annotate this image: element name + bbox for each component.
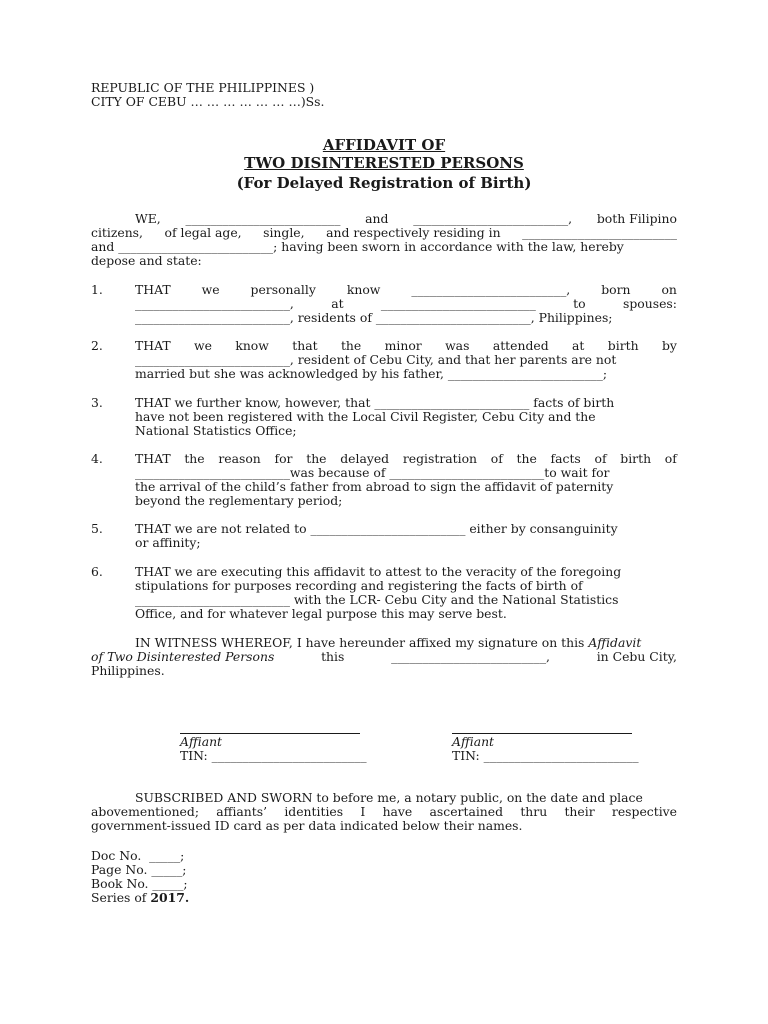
jurat-line-3: government-issued ID card as per data indicated below their names. — [91, 818, 523, 833]
title-two-disinterested-persons: TWO DISINTERESTED PERSONS — [244, 154, 524, 172]
item-number: 6. — [91, 564, 103, 579]
jurat-line-1: SUBSCRIBED AND SWORN to before me, a notary public, on the date and place — [135, 790, 643, 805]
intro-line-4: depose and state: — [91, 253, 202, 268]
title-affidavit-of: AFFIDAVIT OF — [322, 136, 446, 154]
item-number: 4. — [91, 451, 103, 466]
venue-city: CITY OF CEBU … … … … … … …)Ss. — [91, 94, 325, 109]
item-line: the arrival of the child’s father from abroad to sign the affidavit of paternity — [135, 479, 614, 494]
item-line: or affinity; — [135, 535, 201, 550]
item-line: THAT the reason for the delayed registration of the facts of birth of — [135, 451, 677, 466]
jurat-line-2: abovementioned; affiants’ identities I have ascertained thru their respective — [91, 804, 677, 819]
right-affiant-label: Affiant — [452, 734, 495, 749]
item-line: THAT we personally know _________________________, born on — [135, 282, 677, 297]
intro-line-2: citizens, of legal age, single, and respectively residing in _________________________ — [91, 225, 677, 240]
item-line: _________________________, resident of Cebu City, and that her parents are not — [135, 352, 617, 367]
venue-republic: REPUBLIC OF THE PHILIPPINES ) — [91, 80, 315, 95]
left-affiant-label: Affiant — [180, 734, 223, 749]
witness-line-2: of Two Disinterested Persons this _________________________, in Cebu City, — [91, 649, 677, 664]
item-line: _________________________, at _________________________ to spouses: — [135, 296, 677, 311]
item-number: 3. — [91, 395, 103, 410]
intro-line-1: WE, _________________________ and _________________________, both Filipino — [135, 211, 677, 226]
item-line: _________________________, residents of _________________________, Philippines; — [135, 310, 613, 325]
item-line: Office, and for whatever legal purpose this may serve best. — [135, 606, 507, 621]
right-tin-field: TIN: _________________________ — [452, 748, 639, 763]
item-line: _________________________was because of _________________________to wait for — [135, 465, 610, 480]
item-line: THAT we further know, however, that _________________________ facts of birth — [135, 395, 615, 410]
witness-line-3: Philippines. — [91, 663, 165, 678]
doc-number: Doc No. _____; — [91, 848, 185, 863]
title-subtitle: (For Delayed Registration of Birth) — [236, 174, 532, 192]
item-line: beyond the reglementary period; — [135, 493, 343, 508]
series-year: Series of 2017. — [91, 890, 190, 905]
item-line: have not been registered with the Local Civil Register, Cebu City and the — [135, 409, 596, 424]
item-line: THAT we are executing this affidavit to attest to the veracity of the foregoing — [135, 564, 622, 579]
book-number: Book No. _____; — [91, 876, 188, 891]
item-line: _________________________ with the LCR- Cebu City and the National Statistics — [135, 592, 619, 607]
item-line: THAT we are not related to _________________________ either by consanguinity — [135, 521, 618, 536]
item-number: 1. — [91, 282, 103, 297]
item-number: 5. — [91, 521, 103, 536]
item-line: stipulations for purposes recording and registering the facts of birth of — [135, 578, 583, 593]
witness-line-1: IN WITNESS WHEREOF, I have hereunder affixed my signature on this Affidavit — [135, 635, 642, 650]
item-line: married but she was acknowledged by his father, _________________________; — [135, 366, 607, 381]
page-number: Page No. _____; — [91, 862, 187, 877]
intro-line-3: and _________________________; having been sworn in accordance with the law, hereby — [91, 239, 624, 254]
left-tin-field: TIN: _________________________ — [180, 748, 367, 763]
item-line: National Statistics Office; — [135, 423, 297, 438]
item-number: 2. — [91, 338, 103, 353]
item-line: THAT we know that the minor was attended at birth by — [135, 338, 677, 353]
